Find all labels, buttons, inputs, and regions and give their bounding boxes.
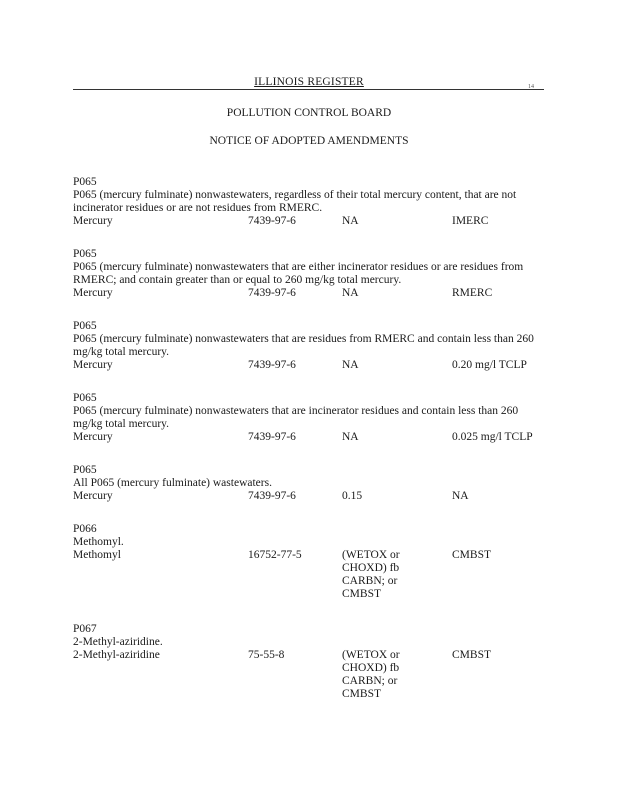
constituent-name: Mercury [73,490,113,502]
waste-description: P065 (mercury fulminate) nonwastewaters that are incinerator residues and contain less than 260 mg/kg total mercury. [73,405,519,430]
header-mark: 14 [528,84,534,90]
cas-number: 75-55-8 [248,649,285,661]
waste-entry [73,392,548,444]
waste-description: P065 (mercury fulminate) nonwastewaters that are either incinerator residues or are residues from RMERC; and contain greater than or equal to 260 mg/kg total mercury. [73,261,524,286]
wastewater-standard: NA [342,431,359,443]
wastewater-standard: NA [342,215,359,227]
cas-number: 7439-97-6 [248,359,296,371]
nonwastewater-standard: CMBST [452,649,491,661]
waste-code: P065 [73,464,97,476]
nonwastewater-standard: 0.025 mg/l TCLP [452,431,533,443]
constituent-name: Mercury [73,431,113,443]
constituent-row [73,215,548,228]
cas-number: 16752-77-5 [248,549,302,561]
cas-number: 7439-97-6 [248,215,296,227]
constituent-row [73,490,548,503]
constituent-name: Mercury [73,215,113,227]
cas-number: 7439-97-6 [248,490,296,502]
constituent-name: Mercury [73,287,113,299]
waste-entry [73,623,548,701]
waste-description: 2-Methyl-aziridine. [73,636,163,648]
constituent-row [73,649,548,701]
waste-code: P065 [73,320,97,332]
wastewater-standard: 0.15 [342,490,363,502]
nonwastewater-standard: NA [452,490,469,502]
constituent-name: Mercury [73,359,113,371]
notice-heading: NOTICE OF ADOPTED AMENDMENTS [209,135,409,147]
waste-entry [73,248,548,300]
constituent-row [73,549,548,601]
nonwastewater-standard: CMBST [452,549,491,561]
nonwastewater-standard: 0.20 mg/l TCLP [452,359,527,371]
waste-code: P067 [73,623,97,635]
cas-number: 7439-97-6 [248,287,296,299]
waste-entry [73,176,548,228]
cas-number: 7439-97-6 [248,431,296,443]
waste-code: P065 [73,392,97,404]
register-title: ILLINOIS REGISTER [254,76,364,88]
waste-description: Methomyl. [73,536,124,548]
nonwastewater-standard: IMERC [452,215,489,227]
header-rule [73,89,544,90]
wastewater-standard: NA [342,359,359,371]
wastewater-standard: (WETOX or CHOXD) fb CARBN; or CMBST [342,549,400,600]
constituent-name: 2-Methyl-aziridine [73,649,160,661]
waste-description: P065 (mercury fulminate) nonwastewaters, regardless of their total mercury content, that are not incinerator residues or are not residues from RMERC. [73,189,517,214]
constituent-row [73,359,548,372]
constituent-row [73,431,548,444]
waste-code: P066 [73,523,97,535]
waste-code: P065 [73,176,97,188]
treatment-standards-list [73,176,548,721]
waste-code: P065 [73,248,97,260]
waste-entry [73,320,548,372]
nonwastewater-standard: RMERC [452,287,493,299]
waste-description: P065 (mercury fulminate) nonwastewaters that are residues from RMERC and contain less than 260 mg/kg total mercury. [73,333,534,358]
wastewater-standard: NA [342,287,359,299]
waste-entry [73,523,548,601]
waste-description: All P065 (mercury fulminate) wastewaters. [73,477,272,489]
constituent-row [73,287,548,300]
waste-entry [73,464,548,503]
constituent-name: Methomyl [73,549,121,561]
agency-heading: POLLUTION CONTROL BOARD [226,107,392,119]
wastewater-standard: (WETOX or CHOXD) fb CARBN; or CMBST [342,649,400,700]
